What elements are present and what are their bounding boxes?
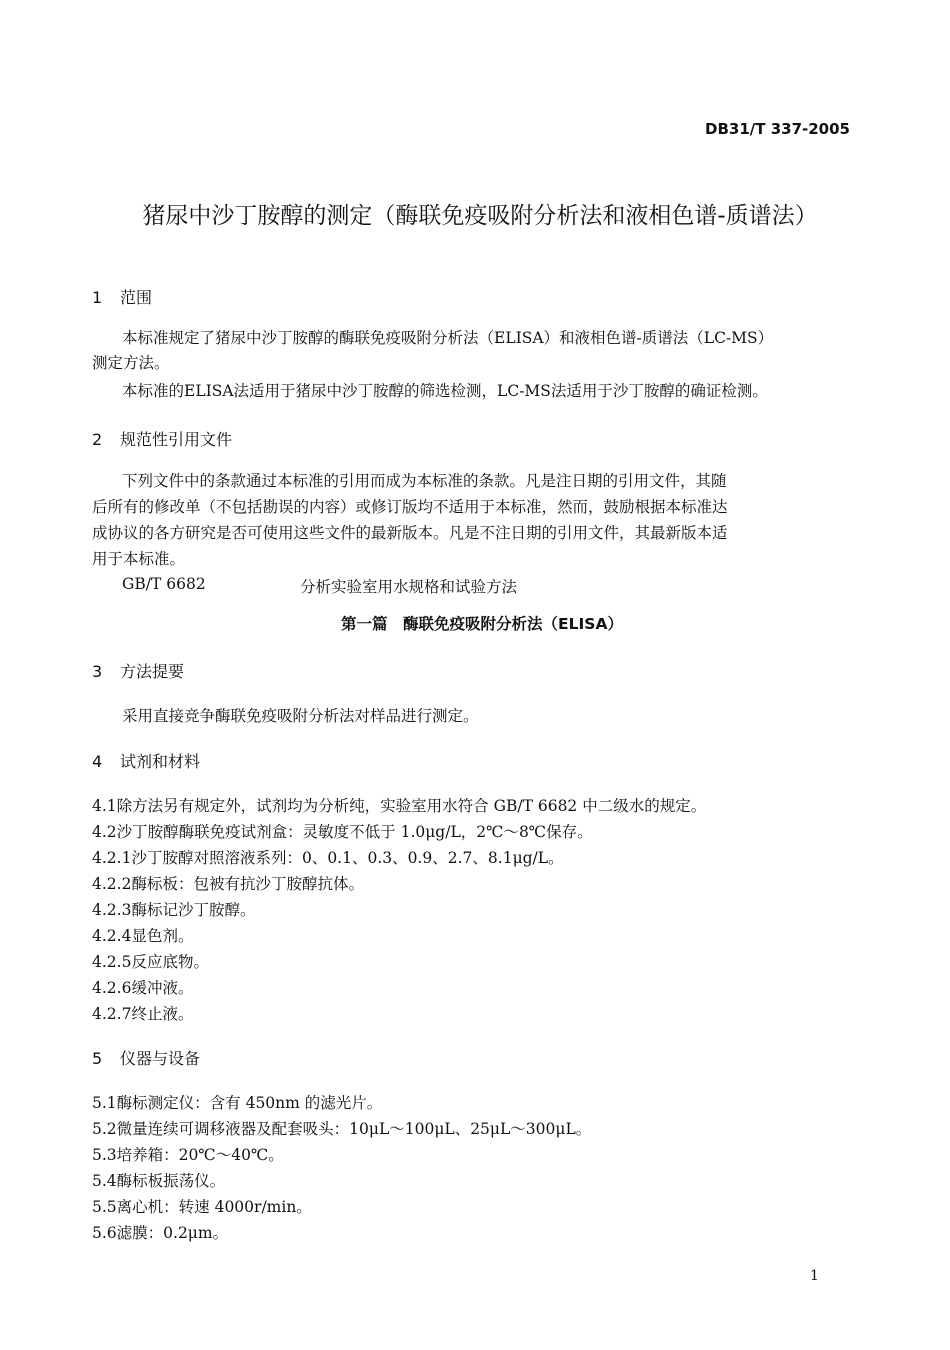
item-text: 酶标板振荡仪。 (116, 1172, 226, 1190)
paragraph-text: 成协议的各方研究是否可使用这些文件的最新版本。凡是不注日期的引用文件，其最新版本适 (92, 524, 728, 542)
list-item (92, 820, 593, 842)
section-2-heading (92, 427, 232, 450)
section-3-text: 采用直接竞争酶联免疫吸附分析法对样品进行测定。 (122, 707, 479, 725)
item-text: 除方法另有规定外，试剂均为分析纯，实验室用水符合 GB/T 6682 中二级水的规定。 (116, 797, 707, 815)
paragraph-line (92, 326, 852, 351)
section-number: 4 (92, 752, 103, 771)
item-text: 酶标板：包被有抗沙丁胺醇抗体。 (131, 875, 364, 893)
item-number: 4.2.6 (92, 979, 132, 997)
item-text: 反应底物。 (131, 953, 209, 971)
section-number: 3 (92, 662, 103, 681)
item-text: 酶标测定仪：含有 450nm 的滤光片。 (116, 1094, 383, 1112)
item-number: 4.2.7 (92, 1005, 132, 1023)
paragraph-text: 本标准规定了猪尿中沙丁胺醇的酶联免疫吸附分析法（ELISA）和液相色谱-质谱法（LC-MS） (122, 329, 774, 347)
item-text: 显色剂。 (131, 927, 194, 945)
list-item (92, 872, 364, 894)
paragraph-text: 用于本标准。 (92, 550, 186, 568)
section-1-heading (92, 285, 152, 308)
list-item (92, 1117, 591, 1139)
list-item (92, 1143, 284, 1165)
paragraph-text: 后所有的修改单（不包括勘误的内容）或修订版均不适用于本标准，然而，鼓励根据本标准达 (92, 498, 728, 516)
part-1-title: 第一篇 酶联免疫吸附分析法（ELISA） (341, 615, 623, 633)
section-number: 1 (92, 288, 103, 307)
list-item (92, 898, 255, 920)
item-number: 5.4 (92, 1172, 117, 1190)
paragraph-text: 下列文件中的条款通过本标准的引用而成为本标准的条款。凡是注日期的引用文件，其随 (122, 472, 727, 490)
paragraph-text: 本标准的ELISA法适用于猪尿中沙丁胺醇的筛选检测，LC-MS法适用于沙丁胺醇的确证检测。 (122, 382, 768, 400)
item-number: 5.3 (92, 1146, 117, 1164)
section-title: 试剂和材料 (120, 752, 201, 771)
list-item (92, 1195, 312, 1217)
item-number: 4.2.3 (92, 901, 132, 919)
document-number: DB31/T 337-2005 (705, 120, 850, 138)
section-1-paragraph-1 (92, 326, 852, 376)
paragraph-text: 测定方法。 (92, 354, 170, 372)
item-text: 离心机：转速 4000r/min。 (116, 1198, 312, 1216)
reference-title: 分析实验室用水规格和试验方法 (300, 578, 518, 596)
item-number: 5.2 (92, 1120, 117, 1138)
section-title: 范围 (120, 288, 153, 307)
item-text: 微量连续可调移液器及配套吸头：10μL～100μL、25μL～300μL。 (116, 1120, 592, 1138)
reference-code: GB/T 6682 (122, 575, 206, 593)
section-title: 规范性引用文件 (120, 430, 233, 449)
section-number: 5 (92, 1049, 103, 1068)
section-title: 方法提要 (120, 662, 185, 681)
item-text: 沙丁胺醇对照溶液系列：0、0.1、0.3、0.9、2.7、8.1μg/L。 (131, 849, 564, 867)
section-3-heading (92, 659, 184, 682)
list-item (92, 846, 564, 868)
page-title: 猪尿中沙丁胺醇的测定（酶联免疫吸附分析法和液相色谱-质谱法） (142, 203, 818, 229)
item-text: 培养箱：20℃～40℃。 (116, 1146, 284, 1164)
list-item (92, 1169, 225, 1191)
item-number: 4.2.5 (92, 953, 132, 971)
section-4-heading (92, 749, 200, 772)
item-text: 终止液。 (131, 1005, 194, 1023)
paragraph-line (92, 351, 852, 376)
list-item (92, 924, 193, 946)
item-number: 4.2.2 (92, 875, 132, 893)
section-2-paragraph (92, 468, 852, 572)
list-item (92, 794, 706, 816)
section-number: 2 (92, 430, 103, 449)
list-item (92, 1002, 193, 1024)
item-number: 4.1 (92, 797, 117, 815)
item-number: 5.5 (92, 1198, 117, 1216)
list-item (92, 950, 209, 972)
section-title: 仪器与设备 (120, 1049, 201, 1068)
section-5-heading (92, 1046, 200, 1069)
list-item (92, 1221, 228, 1243)
item-text: 滤膜：0.2μm。 (116, 1224, 229, 1242)
list-item (92, 976, 193, 998)
item-number: 4.2 (92, 823, 117, 841)
section-1-paragraph-2 (92, 379, 852, 404)
item-number: 5.1 (92, 1094, 117, 1112)
page-number: 1 (810, 1268, 819, 1284)
item-number: 4.2.1 (92, 849, 132, 867)
item-number: 4.2.4 (92, 927, 132, 945)
item-text: 沙丁胺醇酶联免疫试剂盒：灵敏度不低于 1.0μg/L，2℃～8℃保存。 (116, 823, 593, 841)
item-number: 5.6 (92, 1224, 117, 1242)
list-item (92, 1091, 382, 1113)
item-text: 缓冲液。 (131, 979, 194, 997)
item-text: 酶标记沙丁胺醇。 (131, 901, 256, 919)
